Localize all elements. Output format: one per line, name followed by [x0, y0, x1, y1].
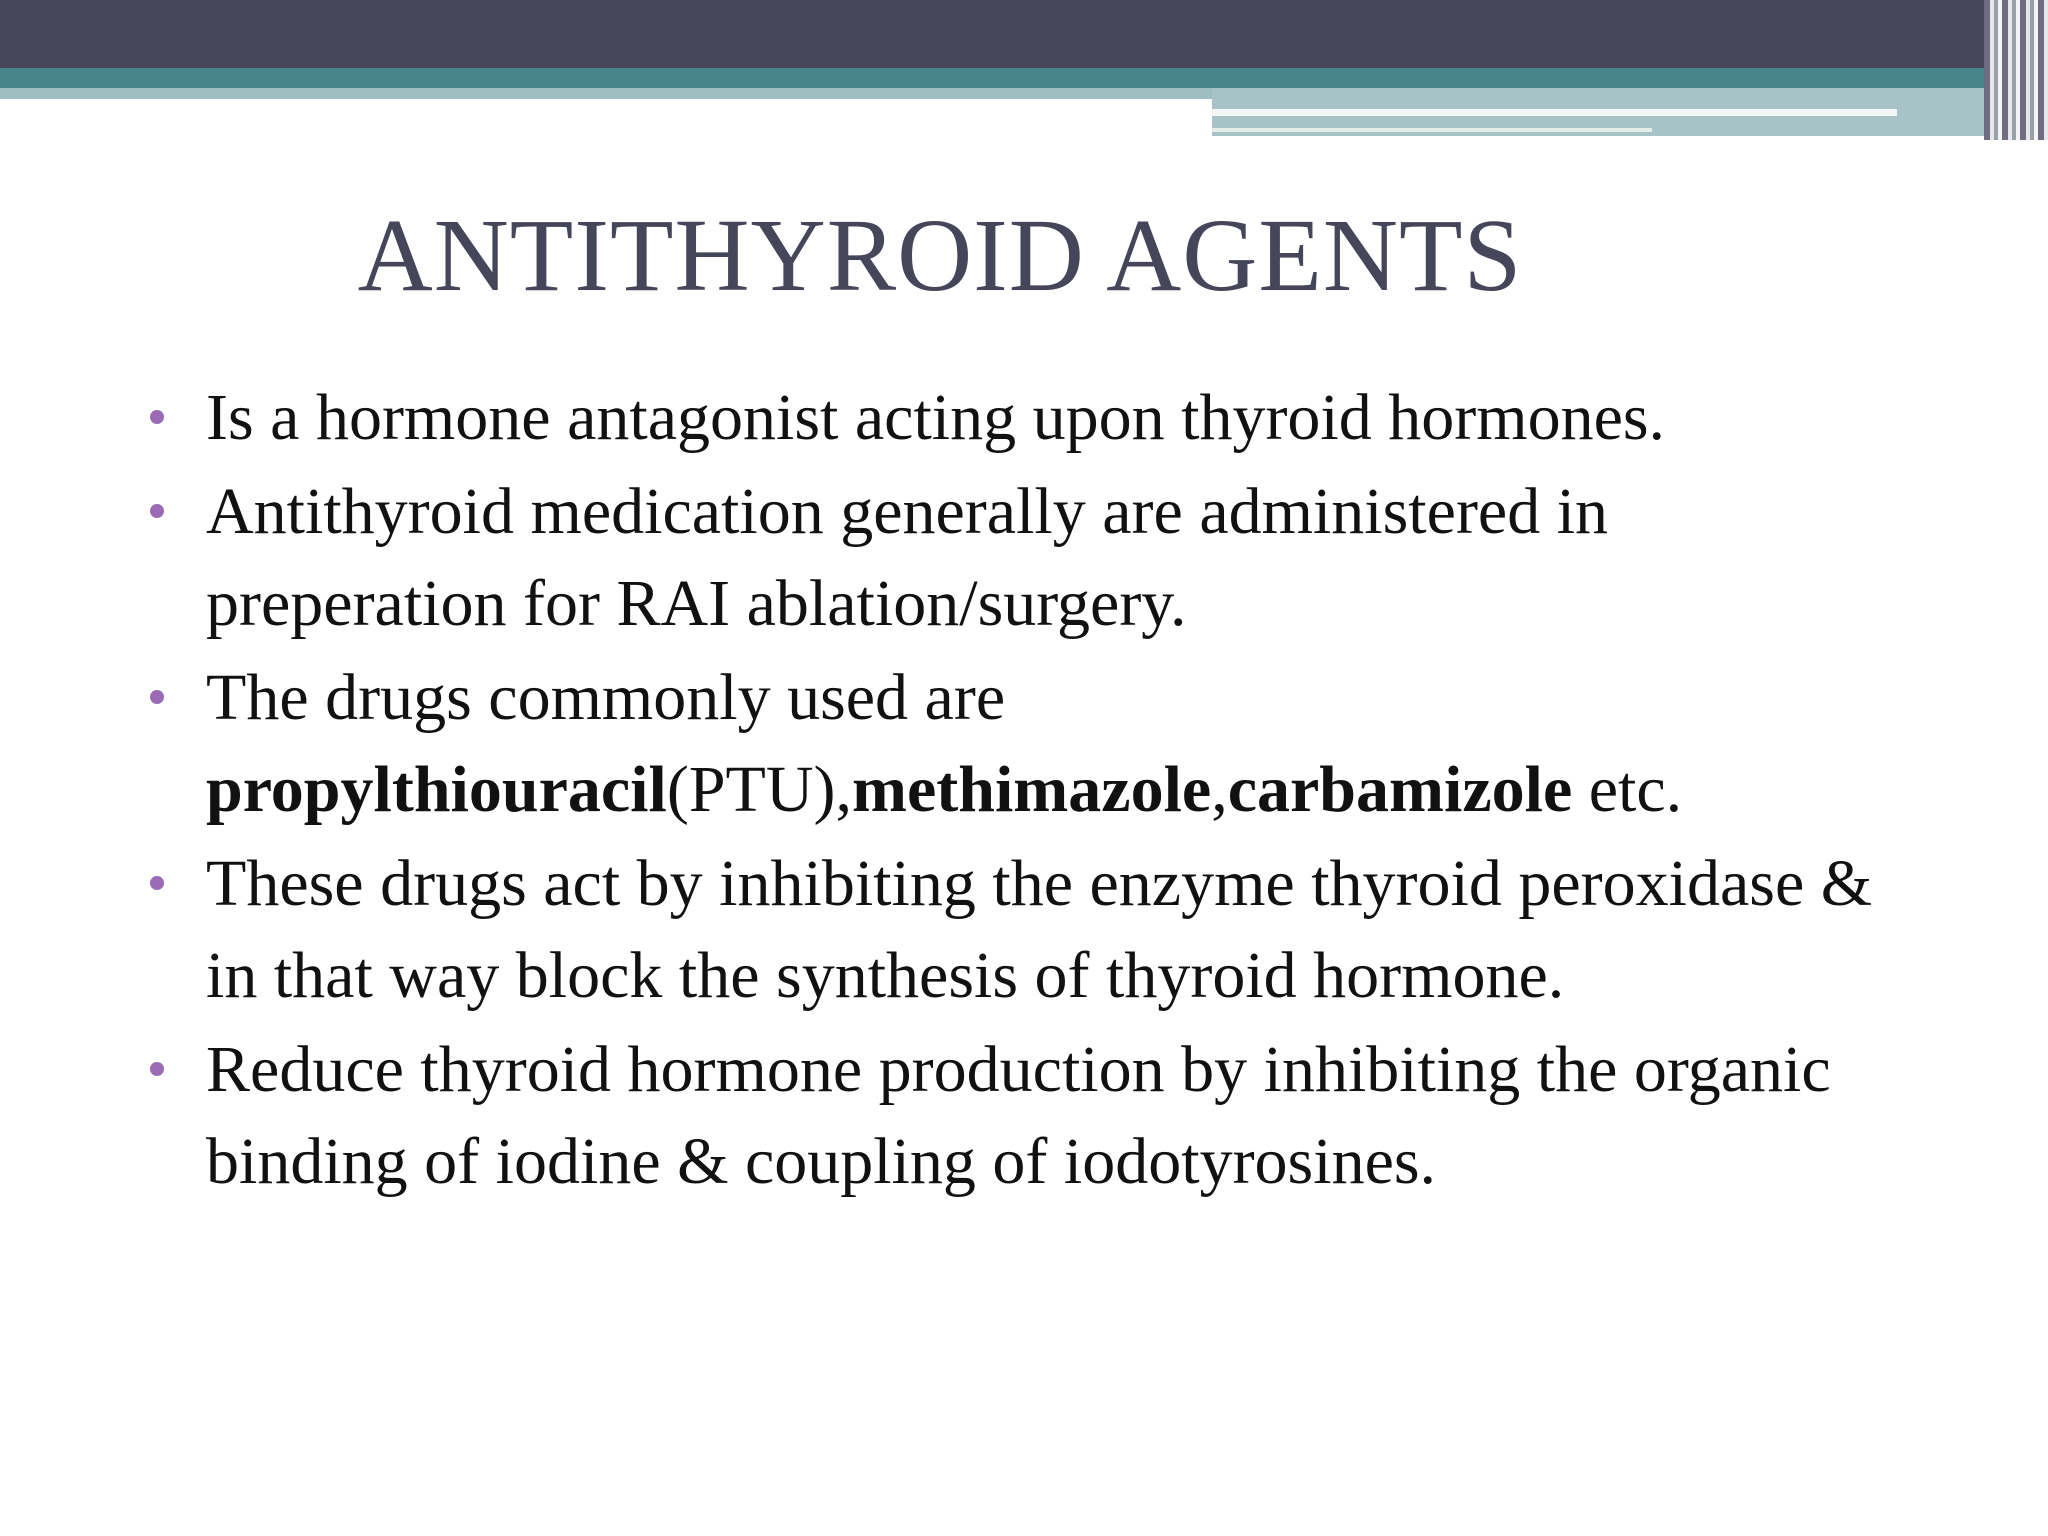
bullet-dot-icon [150, 876, 164, 890]
bullet-list [146, 372, 1906, 1210]
drug-name-carbamizole: carbamizole [1227, 753, 1573, 826]
header-accent-line [1212, 109, 1897, 116]
header-banner-light [0, 88, 1212, 99]
bullet-text: These drugs act by inhibiting the enzyme thyroid peroxidase & in that way block the synthesis of thyroid hormone. [206, 847, 1873, 1012]
bullet-item [146, 466, 1906, 650]
bullet-text-lead: The drugs commonly used are [206, 661, 1006, 734]
bullet-item [146, 372, 1906, 464]
header-accent-line-thin [1212, 128, 1652, 132]
drug-abbrev: (PTU), [666, 753, 852, 826]
bullet-item [146, 1024, 1906, 1208]
drug-name-methimazole: methimazole [852, 753, 1212, 826]
drug-name-propylthiouracil: propylthiouracil [206, 753, 667, 826]
bullet-dot-icon [150, 504, 164, 518]
bullet-dot-icon [150, 410, 164, 424]
bullet-text-tail: etc. [1572, 753, 1683, 826]
bullet-text: Reduce thyroid hormone production by inhibiting the organic binding of iodine & coupling of iodotyrosines. [206, 1033, 1831, 1198]
bullet-text: Antithyroid medication generally are administered in preperation for RAI ablation/surgery. [206, 475, 1609, 640]
bullet-text: Is a hormone antagonist acting upon thyroid hormones. [206, 381, 1666, 454]
slide-title: ANTITHYROID AGENTS [357, 198, 1523, 313]
bullet-item [146, 652, 1906, 836]
header-stripes [1984, 0, 2048, 140]
bullet-item [146, 838, 1906, 1022]
header-banner-dark [0, 0, 2048, 68]
bullet-dot-icon [150, 1062, 164, 1076]
drug-separator: , [1211, 753, 1228, 826]
bullet-dot-icon [150, 690, 164, 704]
header-banner-teal [0, 68, 1984, 88]
